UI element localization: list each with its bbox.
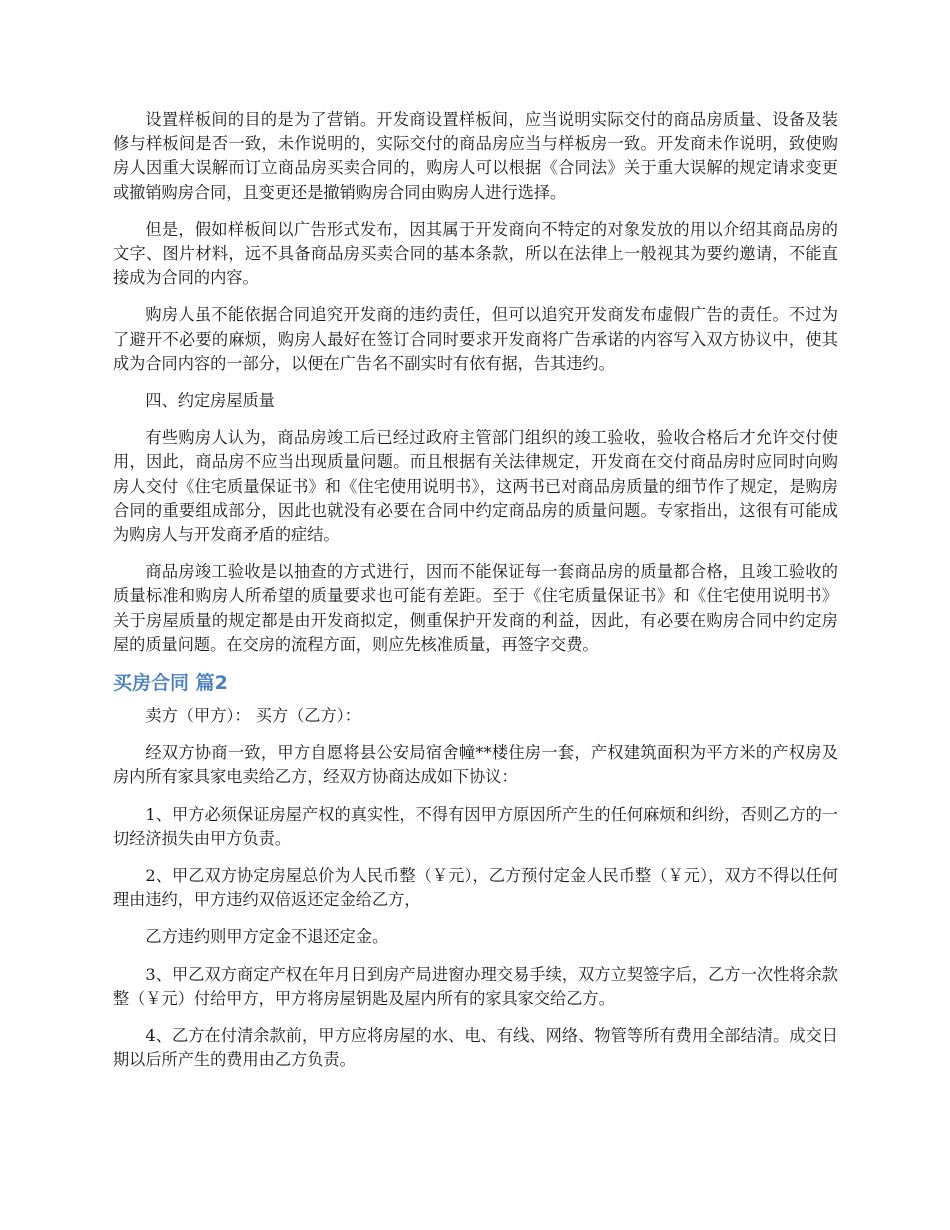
section-heading: 买房合同 篇2 bbox=[113, 672, 228, 695]
clause-4: 4、乙方在付清余款前，甲方应将房屋的水、电、有线、网络、物管等所有费用全部结清。成交日期以后所产生的费用由乙方负责。 bbox=[113, 1026, 838, 1070]
paragraph-advertisement-offer: 但是，假如样板间以广告形式发布，因其属于开发商向不特定的对象发放的用以介绍其商品房的文字、图片材料，远不具备商品房买卖合同的基本条款，所以在法律上一般视其为要约邀请，不能直接成为合同的内容。 bbox=[113, 219, 838, 288]
paragraph-spot-check: 商品房竣工验收是以抽查的方式进行，因而不能保证每一套商品房的质量都合格，且竣工验收的质量标准和购房人所希望的质量要求也可能有差距。至于《住宅质量保证书》和《住宅使用说明书》关于房屋质量的规定都是由开发商拟定，侧重保护开发商的利益，因此，有必要在购房合同中约定房屋的质量问题。在交房的流程方面，则应先核准质量，再签字交费。 bbox=[113, 562, 838, 654]
clause-3: 3、甲乙双方商定产权在年月日到房产局进窗办理交易手续，双方立契签字后，乙方一次性将余款整（￥元）付给甲方，甲方将房屋钥匙及屋内所有的家具家交给乙方。 bbox=[113, 964, 838, 1008]
clause-1: 1、甲方必须保证房屋产权的真实性，不得有因甲方原因所产生的任何麻烦和纠纷，否则乙方的一切经济损失由甲方负责。 bbox=[113, 804, 838, 848]
subheading-house-quality: 四、约定房屋质量 bbox=[145, 391, 275, 411]
clause-2: 2、甲乙双方协定房屋总价为人民币整（￥元），乙方预付定金人民币整（￥元），双方不得以任何理由违约，甲方违约双倍返还定金给乙方， bbox=[113, 866, 838, 910]
paragraph-quality-acceptance: 有些购房人认为，商品房竣工后已经过政府主管部门组织的竣工验收，验收合格后才允许交付使用，因此，商品房不应当出现质量问题。而且根据有关法律规定，开发商在交付商品房时应同时向购房人交付《住宅质量保证书》和《住宅使用说明书》，这两书已对商品房质量的细节作了规定，是购房合同的重要组成部分，因此也就没有必要在合同中约定商品房的质量问题。专家指出，这很有可能成为购房人与开发商矛盾的症结。 bbox=[113, 428, 838, 545]
paragraph-false-advertisement: 购房人虽不能依据合同追究开发商的违约责任，但可以追究开发商发布虚假广告的责任。不过为了避开不必要的麻烦，购房人最好在签订合同时要求开发商将广告承诺的内容写入双方协议中，使其成为合同内容的一部分，以便在广告名不副实时有依有据，告其违约。 bbox=[113, 305, 838, 373]
paragraph-agreement-intro: 经双方协商一致，甲方自愿将县公安局宿舍幢**楼住房一套，产权建筑面积为平方米的产权房及房内所有家具家电卖给乙方，经双方协商达成如下协议： bbox=[113, 743, 838, 787]
paragraph-parties: 卖方（甲方）： 买方（乙方）： bbox=[145, 706, 361, 726]
clause-2-continued: 乙方违约则甲方定金不退还定金。 bbox=[145, 927, 389, 947]
paragraph-sample-room-purpose: 设置样板间的目的是为了营销。开发商设置样板间，应当说明实际交付的商品房质量、设备及装修与样板间是否一致，未作说明的，实际交付的商品房应当与样板房一致。开发商未作说明，致使购房人因重大误解而订立商品房买卖合同的，购房人可以根据《合同法》关于重大误解的规定请求变更或撤销购房合同，且变更还是撤销购房合同由购房人进行选择。 bbox=[113, 110, 838, 202]
document-page bbox=[113, 108, 838, 1086]
